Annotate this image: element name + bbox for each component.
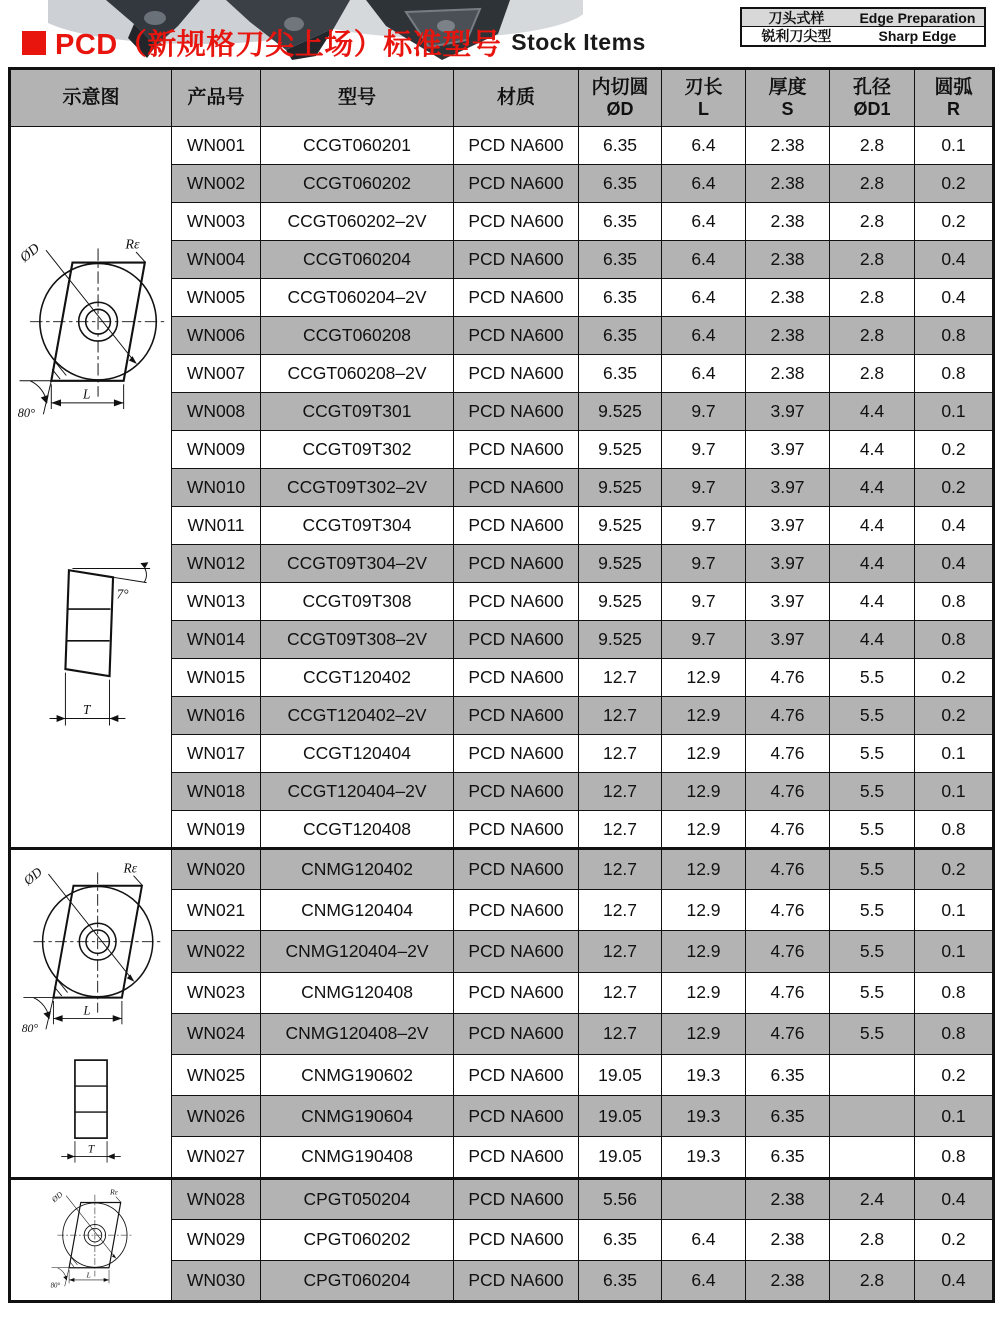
hole-cell: 4.4: [830, 507, 915, 545]
product-cell: WN016: [172, 697, 261, 735]
hole-cell: [830, 1137, 915, 1178]
model-cell: CNMG120402: [261, 849, 454, 890]
product-cell: WN017: [172, 735, 261, 773]
col-header-edge-length: 刃长 L: [662, 69, 746, 127]
material-cell: PCD NA600: [454, 203, 579, 241]
model-cell: CCGT09T301: [261, 393, 454, 431]
col-header-material: 材质: [454, 69, 579, 127]
edge-length-cell: 9.7: [662, 469, 746, 507]
material-cell: PCD NA600: [454, 972, 579, 1013]
material-cell: PCD NA600: [454, 1137, 579, 1178]
svg-text:ØD: ØD: [20, 864, 45, 889]
radius-cell: 0.8: [915, 355, 994, 393]
radius-cell: 0.2: [915, 1219, 994, 1260]
thickness-cell: 2.38: [746, 127, 830, 165]
model-cell: CPGT050204: [261, 1178, 454, 1219]
thickness-cell: 2.38: [746, 1260, 830, 1301]
edge-length-cell: 6.4: [662, 279, 746, 317]
edge-length-cell: 12.9: [662, 890, 746, 931]
radius-cell: 0.4: [915, 1260, 994, 1301]
edge-length-cell: 6.4: [662, 317, 746, 355]
radius-cell: 0.2: [915, 1054, 994, 1095]
edge-length-cell: 6.4: [662, 1260, 746, 1301]
incircle-cell: 6.35: [579, 355, 662, 393]
incircle-cell: 5.56: [579, 1178, 662, 1219]
svg-text:ØD: ØD: [16, 240, 43, 266]
incircle-cell: 19.05: [579, 1096, 662, 1137]
hole-cell: 2.8: [830, 355, 915, 393]
col-header-hole: 孔径 ØD1: [830, 69, 915, 127]
product-cell: WN005: [172, 279, 261, 317]
thickness-cell: 3.97: [746, 431, 830, 469]
edge-length-cell: 6.4: [662, 241, 746, 279]
radius-cell: 0.1: [915, 1096, 994, 1137]
product-cell: WN028: [172, 1178, 261, 1219]
radius-cell: 0.4: [915, 545, 994, 583]
svg-text:ØD: ØD: [49, 1189, 65, 1204]
product-cell: WN029: [172, 1219, 261, 1260]
svg-text:Rε: Rε: [123, 860, 137, 876]
col-header-radius: 圆弧 R: [915, 69, 994, 127]
title-bullet: [22, 31, 46, 55]
model-cell: CCGT120402–2V: [261, 697, 454, 735]
material-cell: PCD NA600: [454, 1096, 579, 1137]
hole-cell: 5.5: [830, 773, 915, 811]
incircle-cell: 12.7: [579, 697, 662, 735]
model-cell: CCGT060204–2V: [261, 279, 454, 317]
incircle-cell: 9.525: [579, 507, 662, 545]
hole-cell: 5.5: [830, 659, 915, 697]
edge-preparation-box: [740, 7, 986, 47]
product-cell: WN018: [172, 773, 261, 811]
model-cell: CCGT120408: [261, 811, 454, 849]
svg-text:80°: 80°: [50, 1282, 61, 1290]
col-header-schematic: 示意图: [10, 69, 172, 127]
svg-text:7°: 7°: [116, 586, 129, 602]
radius-cell: 0.1: [915, 735, 994, 773]
edge-box-value-row: [742, 27, 984, 45]
hole-cell: 4.4: [830, 431, 915, 469]
thickness-cell: 4.76: [746, 1013, 830, 1054]
incircle-cell: 9.525: [579, 583, 662, 621]
edge-box-header-en: Edge Preparation: [859, 9, 976, 26]
svg-text:Rε: Rε: [125, 236, 140, 253]
hole-cell: 5.5: [830, 849, 915, 890]
product-cell: WN009: [172, 431, 261, 469]
incircle-cell: 12.7: [579, 972, 662, 1013]
edge-box-header-row: [742, 9, 984, 27]
model-cell: CCGT060208: [261, 317, 454, 355]
incircle-cell: 6.35: [579, 1260, 662, 1301]
radius-cell: 0.1: [915, 931, 994, 972]
product-cell: WN027: [172, 1137, 261, 1178]
hole-cell: 4.4: [830, 621, 915, 659]
edge-length-cell: 12.9: [662, 697, 746, 735]
product-cell: WN004: [172, 241, 261, 279]
insert-top-view-drawing: [16, 229, 166, 432]
hole-cell: 5.5: [830, 1013, 915, 1054]
hole-cell: 2.8: [830, 203, 915, 241]
incircle-cell: 19.05: [579, 1137, 662, 1178]
product-cell: WN007: [172, 355, 261, 393]
thickness-cell: 3.97: [746, 469, 830, 507]
incircle-cell: 9.525: [579, 545, 662, 583]
model-cell: CCGT120404: [261, 735, 454, 773]
radius-cell: 0.8: [915, 811, 994, 849]
hole-cell: 5.5: [830, 697, 915, 735]
material-cell: PCD NA600: [454, 279, 579, 317]
thickness-cell: 3.97: [746, 507, 830, 545]
radius-cell: 0.1: [915, 127, 994, 165]
radius-cell: 0.4: [915, 507, 994, 545]
table-row: [10, 1178, 994, 1219]
edge-length-cell: 9.7: [662, 393, 746, 431]
material-cell: PCD NA600: [454, 1013, 579, 1054]
svg-text:Rε: Rε: [109, 1187, 118, 1197]
product-cell: WN019: [172, 811, 261, 849]
insert-side-view-7deg-drawing: [16, 542, 166, 745]
thickness-cell: 4.76: [746, 972, 830, 1013]
col-header-model: 型号: [261, 69, 454, 127]
material-cell: PCD NA600: [454, 1219, 579, 1260]
model-cell: CPGT060202: [261, 1219, 454, 1260]
schematic-block1: [10, 127, 172, 849]
material-cell: PCD NA600: [454, 127, 579, 165]
thickness-cell: 2.38: [746, 1219, 830, 1260]
model-cell: CCGT060202–2V: [261, 203, 454, 241]
product-cell: WN003: [172, 203, 261, 241]
thickness-cell: 6.35: [746, 1096, 830, 1137]
edge-length-cell: 9.7: [662, 431, 746, 469]
model-cell: CCGT120402: [261, 659, 454, 697]
thickness-cell: 4.76: [746, 659, 830, 697]
edge-box-header-cn: 刀头式样: [768, 9, 825, 26]
product-cell: WN001: [172, 127, 261, 165]
thickness-cell: 2.38: [746, 165, 830, 203]
insert-top-view-drawing: [45, 1184, 137, 1296]
radius-cell: 0.4: [915, 1178, 994, 1219]
product-cell: WN006: [172, 317, 261, 355]
radius-cell: 0.8: [915, 621, 994, 659]
product-cell: WN011: [172, 507, 261, 545]
thickness-cell: 4.76: [746, 811, 830, 849]
incircle-cell: 12.7: [579, 773, 662, 811]
edge-length-cell: 12.9: [662, 972, 746, 1013]
material-cell: PCD NA600: [454, 469, 579, 507]
thickness-cell: 2.38: [746, 317, 830, 355]
material-cell: PCD NA600: [454, 317, 579, 355]
edge-length-cell: 12.9: [662, 811, 746, 849]
insert-top-view-drawing: [20, 854, 162, 1046]
model-cell: CPGT060204: [261, 1260, 454, 1301]
edge-length-cell: 6.4: [662, 1219, 746, 1260]
hole-cell: 5.5: [830, 811, 915, 849]
svg-text:L: L: [83, 1003, 91, 1018]
incircle-cell: 6.35: [579, 279, 662, 317]
edge-length-cell: 6.4: [662, 165, 746, 203]
thickness-cell: 2.38: [746, 203, 830, 241]
product-cell: WN026: [172, 1096, 261, 1137]
hole-cell: 2.8: [830, 241, 915, 279]
incircle-cell: 12.7: [579, 811, 662, 849]
material-cell: PCD NA600: [454, 890, 579, 931]
insert-side-view-straight-drawing: [26, 1054, 156, 1173]
radius-cell: 0.2: [915, 431, 994, 469]
incircle-cell: 6.35: [579, 165, 662, 203]
model-cell: CNMG120404–2V: [261, 931, 454, 972]
material-cell: PCD NA600: [454, 393, 579, 431]
edge-length-cell: 19.3: [662, 1096, 746, 1137]
radius-cell: 0.2: [915, 203, 994, 241]
hole-cell: 2.4: [830, 1178, 915, 1219]
incircle-cell: 9.525: [579, 431, 662, 469]
material-cell: PCD NA600: [454, 355, 579, 393]
radius-cell: 0.2: [915, 165, 994, 203]
product-cell: WN013: [172, 583, 261, 621]
material-cell: PCD NA600: [454, 1178, 579, 1219]
incircle-cell: 12.7: [579, 659, 662, 697]
svg-text:80°: 80°: [17, 406, 36, 421]
incircle-cell: 12.7: [579, 735, 662, 773]
model-cell: CNMG120408: [261, 972, 454, 1013]
hole-cell: 4.4: [830, 583, 915, 621]
material-cell: PCD NA600: [454, 849, 579, 890]
radius-cell: 0.4: [915, 279, 994, 317]
product-cell: WN014: [172, 621, 261, 659]
incircle-cell: 12.7: [579, 1013, 662, 1054]
material-cell: PCD NA600: [454, 659, 579, 697]
thickness-cell: 3.97: [746, 621, 830, 659]
material-cell: PCD NA600: [454, 1260, 579, 1301]
radius-cell: 0.8: [915, 972, 994, 1013]
radius-cell: 0.8: [915, 317, 994, 355]
incircle-cell: 6.35: [579, 1219, 662, 1260]
radius-cell: 0.4: [915, 241, 994, 279]
product-cell: WN012: [172, 545, 261, 583]
thickness-cell: 4.76: [746, 735, 830, 773]
incircle-cell: 19.05: [579, 1054, 662, 1095]
radius-cell: 0.2: [915, 697, 994, 735]
col-header-thickness: 厚度 S: [746, 69, 830, 127]
hole-cell: 4.4: [830, 545, 915, 583]
hole-cell: 5.5: [830, 890, 915, 931]
product-cell: WN025: [172, 1054, 261, 1095]
incircle-cell: 9.525: [579, 393, 662, 431]
material-cell: PCD NA600: [454, 735, 579, 773]
edge-length-cell: 9.7: [662, 507, 746, 545]
product-cell: WN008: [172, 393, 261, 431]
col-header-product: 产品号: [172, 69, 261, 127]
edge-length-cell: 6.4: [662, 203, 746, 241]
svg-text:L: L: [83, 386, 91, 402]
radius-cell: 0.8: [915, 583, 994, 621]
radius-cell: 0.8: [915, 1013, 994, 1054]
hole-cell: 4.4: [830, 393, 915, 431]
radius-cell: 0.2: [915, 469, 994, 507]
edge-length-cell: 9.7: [662, 621, 746, 659]
thickness-cell: 6.35: [746, 1054, 830, 1095]
thickness-cell: 4.76: [746, 890, 830, 931]
model-cell: CNMG120408–2V: [261, 1013, 454, 1054]
model-cell: CCGT060208–2V: [261, 355, 454, 393]
material-cell: PCD NA600: [454, 621, 579, 659]
thickness-cell: 3.97: [746, 583, 830, 621]
product-cell: WN030: [172, 1260, 261, 1301]
radius-cell: 0.2: [915, 659, 994, 697]
edge-length-cell: 12.9: [662, 931, 746, 972]
model-cell: CCGT09T302–2V: [261, 469, 454, 507]
incircle-cell: 12.7: [579, 931, 662, 972]
hole-cell: 5.5: [830, 972, 915, 1013]
incircle-cell: 6.35: [579, 317, 662, 355]
col-header-incircle: 内切圆 ØD: [579, 69, 662, 127]
edge-box-value-cn: 锐利刀尖型: [761, 28, 832, 44]
thickness-cell: 6.35: [746, 1137, 830, 1178]
incircle-cell: 6.35: [579, 127, 662, 165]
edge-length-cell: 19.3: [662, 1137, 746, 1178]
svg-text:L: L: [86, 1270, 91, 1280]
schematic-block2: [10, 849, 172, 1179]
incircle-cell: 9.525: [579, 469, 662, 507]
radius-cell: 0.1: [915, 393, 994, 431]
hole-cell: 5.5: [830, 735, 915, 773]
svg-text:T: T: [87, 1143, 95, 1156]
thickness-cell: 3.97: [746, 393, 830, 431]
hole-cell: 2.8: [830, 127, 915, 165]
material-cell: PCD NA600: [454, 697, 579, 735]
model-cell: CCGT120404–2V: [261, 773, 454, 811]
edge-length-cell: 9.7: [662, 583, 746, 621]
hole-cell: 2.8: [830, 1260, 915, 1301]
incircle-cell: 12.7: [579, 890, 662, 931]
product-cell: WN022: [172, 931, 261, 972]
hole-cell: 2.8: [830, 279, 915, 317]
incircle-cell: 9.525: [579, 621, 662, 659]
product-cell: WN015: [172, 659, 261, 697]
page-title-bar: [22, 22, 646, 63]
edge-length-cell: 6.4: [662, 355, 746, 393]
hole-cell: [830, 1096, 915, 1137]
material-cell: PCD NA600: [454, 507, 579, 545]
model-cell: CNMG120404: [261, 890, 454, 931]
thickness-cell: 4.76: [746, 697, 830, 735]
edge-length-cell: 12.9: [662, 735, 746, 773]
material-cell: PCD NA600: [454, 545, 579, 583]
material-cell: PCD NA600: [454, 165, 579, 203]
edge-length-cell: 12.9: [662, 1013, 746, 1054]
radius-cell: 0.8: [915, 1137, 994, 1178]
hole-cell: [830, 1054, 915, 1095]
table-row: [10, 127, 994, 165]
edge-length-cell: [662, 1178, 746, 1219]
model-cell: CCGT060202: [261, 165, 454, 203]
thickness-cell: 4.76: [746, 931, 830, 972]
table-row: [10, 849, 994, 890]
radius-cell: 0.2: [915, 849, 994, 890]
schematic-block3: [10, 1178, 172, 1301]
hole-cell: 2.8: [830, 165, 915, 203]
material-cell: PCD NA600: [454, 1054, 579, 1095]
thickness-cell: 4.76: [746, 849, 830, 890]
material-cell: PCD NA600: [454, 241, 579, 279]
material-cell: PCD NA600: [454, 931, 579, 972]
edge-length-cell: 19.3: [662, 1054, 746, 1095]
incircle-cell: 6.35: [579, 241, 662, 279]
model-cell: CNMG190408: [261, 1137, 454, 1178]
thickness-cell: 2.38: [746, 241, 830, 279]
thickness-cell: 2.38: [746, 279, 830, 317]
model-cell: CCGT09T308–2V: [261, 621, 454, 659]
edge-length-cell: 12.9: [662, 849, 746, 890]
product-cell: WN021: [172, 890, 261, 931]
incircle-cell: 12.7: [579, 849, 662, 890]
product-cell: WN020: [172, 849, 261, 890]
incircle-cell: 6.35: [579, 203, 662, 241]
material-cell: PCD NA600: [454, 431, 579, 469]
product-cell: WN002: [172, 165, 261, 203]
hole-cell: 5.5: [830, 931, 915, 972]
svg-text:80°: 80°: [21, 1021, 39, 1035]
material-cell: PCD NA600: [454, 583, 579, 621]
model-cell: CCGT09T302: [261, 431, 454, 469]
table-header-row: [10, 69, 994, 127]
edge-length-cell: 12.9: [662, 773, 746, 811]
model-cell: CCGT09T304–2V: [261, 545, 454, 583]
model-cell: CCGT060201: [261, 127, 454, 165]
model-cell: CCGT09T308: [261, 583, 454, 621]
radius-cell: 0.1: [915, 773, 994, 811]
stock-items-table: [8, 67, 995, 1303]
hole-cell: 2.8: [830, 317, 915, 355]
thickness-cell: 2.38: [746, 1178, 830, 1219]
model-cell: CCGT060204: [261, 241, 454, 279]
radius-cell: 0.1: [915, 890, 994, 931]
hole-cell: 2.8: [830, 1219, 915, 1260]
product-cell: WN010: [172, 469, 261, 507]
page-subtitle: Stock Items: [511, 29, 646, 55]
hole-cell: 4.4: [830, 469, 915, 507]
thickness-cell: 2.38: [746, 355, 830, 393]
svg-text:T: T: [83, 702, 91, 718]
model-cell: CNMG190604: [261, 1096, 454, 1137]
thickness-cell: 4.76: [746, 773, 830, 811]
product-cell: WN023: [172, 972, 261, 1013]
page-title: PCD（新规格刀尖上场）标准型号: [55, 29, 502, 61]
product-cell: WN024: [172, 1013, 261, 1054]
edge-box-value-en: Sharp Edge: [878, 28, 957, 44]
edge-length-cell: 12.9: [662, 659, 746, 697]
edge-length-cell: 6.4: [662, 127, 746, 165]
thickness-cell: 3.97: [746, 545, 830, 583]
model-cell: CCGT09T304: [261, 507, 454, 545]
material-cell: PCD NA600: [454, 773, 579, 811]
table-body: [10, 127, 994, 1302]
material-cell: PCD NA600: [454, 811, 579, 849]
edge-length-cell: 9.7: [662, 545, 746, 583]
model-cell: CNMG190602: [261, 1054, 454, 1095]
